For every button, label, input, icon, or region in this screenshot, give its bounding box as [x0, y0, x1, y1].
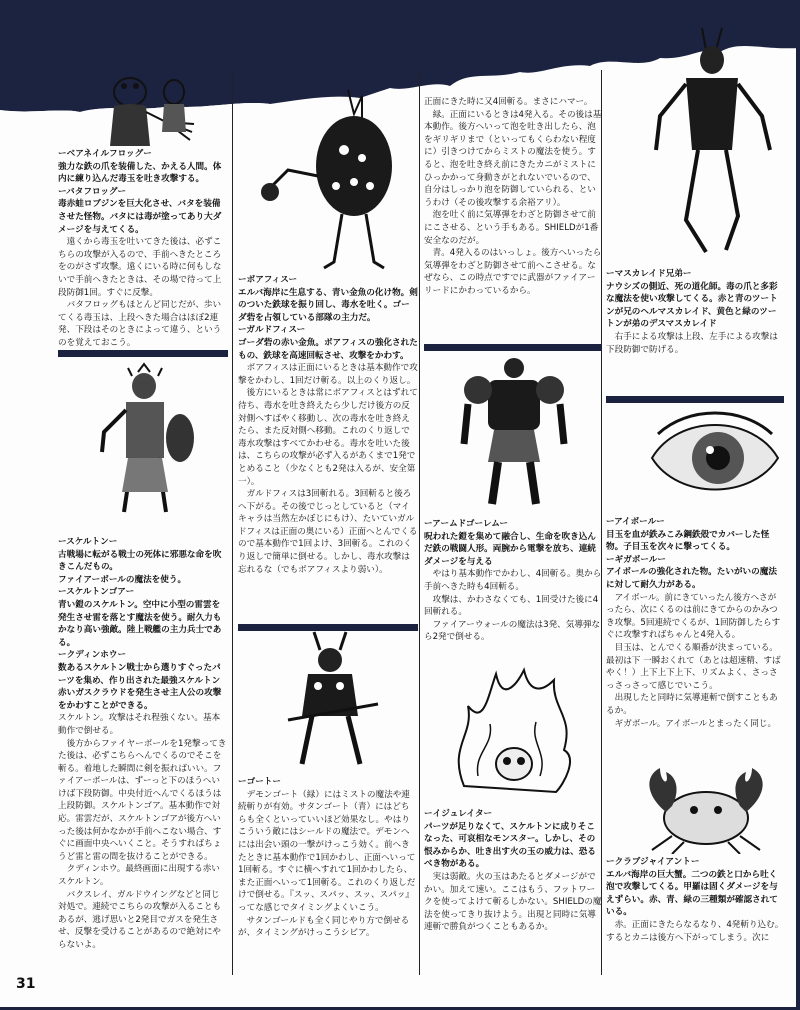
section-divider: [606, 396, 784, 403]
eyeball-monster-illustration: [648, 404, 782, 510]
strategy-text: アイボール。前にきていったん後方へさがったら、次にくるのは前にきてからのかみつき攻撃。5回連続でくるが、1回防御したらすぐに攻撃すればちゃんと4発入る。: [606, 592, 781, 641]
strategy-text: 青。4発入るのはいっしょ。後方へいったら気導弾をわざと防御させて前へこさせる。なぜなら、この時点ですでに武器がファイアーリードにかわっているから。: [424, 248, 602, 296]
strategy-text: 出現したと同時に気導連斬で倒すこともあるか。: [606, 693, 778, 716]
section-divider: [58, 350, 228, 357]
strategy-text: 右手による攻撃は上段、左手による攻撃は下段防御で防げる。: [606, 331, 778, 355]
enemy-desc-skeleton-magic: ファイアーボールの魔法を使う。: [58, 574, 187, 585]
column-rule-1: [232, 70, 233, 975]
strategy-text: デモンゴート（緑）にはミストの魔法や連続斬りが有効。サタンゴート（青）にはどちらも全くといっていいほど効果なし。やはりこういう敵にはシールドの魔法で。デモンへには出会い頭の一撃がけっこう効く。前へきたときに基本動作で1回かわし、正面へいって1回斬る。すぐに横へすれて1回かわしたら、また正面へいって1回斬る。これのくり返しだけで倒せる。『スッ、スパッ、スッ、スパッ』ってな感じでタイミングよくいこう。: [238, 789, 416, 913]
strategy-text: 正面にきた時に又4回斬る。まさにハマー。: [424, 97, 593, 107]
enemy-name-armed-golem: ーアームドゴーレムー: [424, 519, 508, 529]
giant-crab-illustration: [636, 762, 776, 854]
enemy-name-skeleton: ースケルトンー: [58, 537, 118, 547]
strategy-text: ガルドフィスは3回斬れる。3回斬ると後ろへ下がる。その後でじっとしていると（マイキャラは当然左かぼじにもけ）、たいていガルドフィスは正面の奥にいる）正面へとんでくるので基本動作で1回よけ、3回斬る。これのくり返しで簡単に倒せる。しかし、毒水攻撃は忘れるな（でもボアフィスより弱い）。: [238, 489, 418, 575]
strategy-text: 目玉は、とんでくる順番が決まっている。最初は下 一瞬おくれて（あとは超速精、すばやく！）上下上下上下、リズムよく、さっさっさっさって感じでいこう。: [606, 642, 781, 691]
strategy-text: 赤。正面にきたらなるなり、4発斬り込む。するとカニは後方へ下がってしまう。次に: [606, 919, 784, 943]
strategy-text: 緑。正面にいるときは4発入る。その後は基本動作。後方へいって泡を吐き出したら、泡をギリギリまで（といってもくらわない程度に）引きつけてからミストの魔法を使う。すると、泡を吐き終え前にきたカニがミストにひっかかって身動きがとれないでいるので、自分はしっかり泡を防御していられる、というわけ（その後攻撃する余裕アリ）。: [424, 109, 602, 208]
strategy-text: ファイアーウォールの魔法は3発、気導弾なら2発で倒せる。: [424, 619, 601, 643]
enemy-desc-armed-golem: 呪われた鎧を集めて融合し、生命を吹き込んだ鉄の戦闘人形。両腕から電撃を放ち、連続ダメージを与える: [424, 531, 596, 567]
page-number: 31: [16, 976, 36, 992]
fish-monster-illustration: [258, 86, 408, 276]
enemy-name-gigaball: ーギガボールー: [606, 554, 666, 565]
enemy-desc-skeleton-gore: 青い鎧のスケルトン。空中に小型の雷雲を発生させ雷を落とす魔法を使う。耐久力もかなり高い強敵。陸上戦艦の主力兵士である。: [58, 599, 222, 648]
strategy-text: スケルトン。攻撃はそれ程強くない。基本動作で倒せる。: [58, 713, 221, 736]
enemy-desc-bata-frog: 毒赤蛙ロブジンを巨大化させ、バタを装備させた怪物。バタには毒が塗ってあり大ダメージを与えてくる。: [58, 199, 222, 235]
enemy-name-bearnail-frog: ーベアネイルフロッグー: [58, 149, 152, 159]
enemy-name-crab-giant: ークラブジャイアントー: [606, 857, 700, 867]
skeleton-warrior-illustration: [88, 362, 208, 532]
strategy-text: ギガボール。アイボールとまったく同じ。: [614, 718, 777, 729]
enemy-desc-masquerade: ナウシズの側近、死の道化師。毒の爪と多彩な魔法を使い攻撃してくる。赤と青のツートンが兄のヘルマスカレイド、黄色と緑のツートンが弟のデスマスカレイド: [606, 281, 778, 330]
frog-warrior-illustration: [96, 62, 216, 148]
enemy-desc-skeleton: 古戦場に転がる戦士の死体に邪悪な命を吹きこんだもの。: [58, 549, 222, 573]
section-divider: [424, 344, 602, 351]
page-edge-right: [796, 0, 800, 1010]
strategy-text: クディンホウ。最終画面に出現する赤いスケルトン。: [58, 864, 220, 888]
enemy-name-gardfis: ーガルドフィスー: [238, 325, 306, 336]
strategy-text: サタンゴールドも全く同じやり方で倒せるが、タイミングがけっこうシビア。: [238, 915, 410, 939]
enemy-name-eyeball: ーアイボールー: [606, 517, 665, 527]
goat-demon-illustration: [278, 630, 388, 770]
strategy-text: バクスレイ、ガルドウイングなどと同じ対処で。連続でこちらの攻撃が入ることもあるが、逃げ思いと2発目でガスを発生させ、反撃を受けることがあるので絶対にやらないよ。: [58, 889, 222, 950]
column-rule-2: [419, 70, 420, 975]
enemy-desc-ijuraitor: パーツが足りなくて、スケルトンに成りそこなった、可哀相なモンスター。しかし、その恨みからか、吐き出す火の玉の威力は、恐るべき物がある。: [424, 821, 596, 870]
enemy-desc-gardfis: ゴーダ砦の赤い金魚。ボアフィスの強化されたもの、鉄球を高速回転させ、攻撃をかわす。: [238, 337, 418, 361]
enemy-desc-kudinhou: 数あるスケルトン戦士から選りすぐったパーツを集め、作り出された最強スケルトン赤いガスクラウドを発生させ主人公の攻撃をかわすことができる。: [58, 662, 222, 711]
enemy-name-goat: ーゴートー: [238, 777, 281, 787]
enemy-desc-crab-giant: エルバ海岸の巨大蟹。二つの鉄と口から吐く泡で攻撃してくる。甲羅は固くダメージを与えずらい。赤、青、緑の三種類が確認されている。: [606, 869, 778, 918]
enemy-desc-eyeball: 目玉を血が鉄みこみ鋼鉄殻でカバーした怪物。子目玉を次々に撃ってくる。: [606, 529, 770, 553]
enemy-desc-boafis: エルバ海岸に生息する、青い金魚の化け物。剣のついた鉄球を振り回し、毒水を吐く。ゴーダ砦を占領している部隊の主力だ。: [238, 287, 418, 323]
enemy-name-kudinhou: ークディンホウー: [58, 650, 127, 661]
enemy-name-boafis: ーボアフィスー: [238, 275, 298, 285]
strategy-text: バタフロッグもほとんど同じだが、歩いてくる毒玉は、上段へきた場合はほぼ2連発、下段はそのときによって違う、というのを覚えておこう。: [58, 300, 222, 348]
strategy-text: やはり基本動作でかわし、4回斬る。奥から手前へきた時も4回斬る。: [424, 569, 602, 592]
strategy-text: 後方からファイヤーボールを1発撃ってきた後は、必ずこちらへんでくるのでそこを斬る。着地した瞬間に剣を振ればいい。ファイアーボールは、ずーっと下のほうへいけば下段防御。中央付近へんでくるほうは上段防御。スケルトンゴア。基本動作で対応。雷雲だが、スケルトンゴアが後方へいった後は何かなかが手前へこない場合、すぐに画面中央へいくこと。そうすればちょうど雷と雷の間を抜けることができる。: [58, 738, 227, 862]
strategy-text: 遠くから毒玉を吐いてきた後は、必ずこちらの攻撃が入るので、手前へきたところをのがさず攻撃。遠くにいる時に何もしないで手前へきたときは、その場で待って上段防御1回。すぐに反撃。: [58, 237, 222, 298]
enemy-desc-gigaball: アイボールの強化された物。たいがいの魔法に対して耐久力がある。: [606, 567, 777, 590]
enemy-name-bata-frog: ーバタフロッグー: [58, 186, 127, 197]
strategy-text: 攻撃は、かわさなくても、1回受けた後に4回斬れる。: [424, 594, 599, 618]
flaming-skull-illustration: [444, 666, 584, 806]
masquerade-jester-illustration: [646, 20, 776, 260]
armored-golem-illustration: [454, 352, 574, 512]
enemy-name-masquerade: ーマスカレイド兄弟ー: [606, 269, 692, 279]
strategy-text: ボアフィスは正面にいるときは基本動作で攻撃をかわし、1回だけ斬る。以上のくり返し。: [238, 363, 418, 386]
enemy-name-ijuraitor: ーイジュレイター: [424, 809, 493, 819]
enemy-name-skeleton-gore: ースケルトンゴアー: [58, 587, 135, 598]
strategy-text: 後方にいるときは常にボアフィスとはずれて待ち、毒水を吐き終えたら少しだけ後方の反対側へすばやく移動し、次の毒水を吐き終えたら、また反対側へ移動。これのくり返しで毒水攻撃はすべてかわせる。毒水を吐いた後は、こちらの攻撃が必ず入るがあくまで1発でとめること（少なくとも2発は入るが、安全第一）。: [238, 388, 418, 487]
enemy-desc-bearnail-frog: 強力な鉄の爪を装備した、かえる人間。体内に練り込んだ毒玉を吐き攻撃する。: [58, 161, 222, 185]
strategy-text: 泡を吐く前に気導弾をわざと防御させて前にこさせる、という手もある。SHIELDが1番安全なのだが。: [424, 210, 599, 246]
strategy-text: 実は弱敵。火の玉はあたるとダメージがでかい。加えて速い。ここはもう、フットワークを使ってよけて斬るしかない。SHIELDの魔法を使ってきり抜けよう。出現と同時に気導連斬で勝負がつくこともあるか。: [424, 871, 602, 933]
